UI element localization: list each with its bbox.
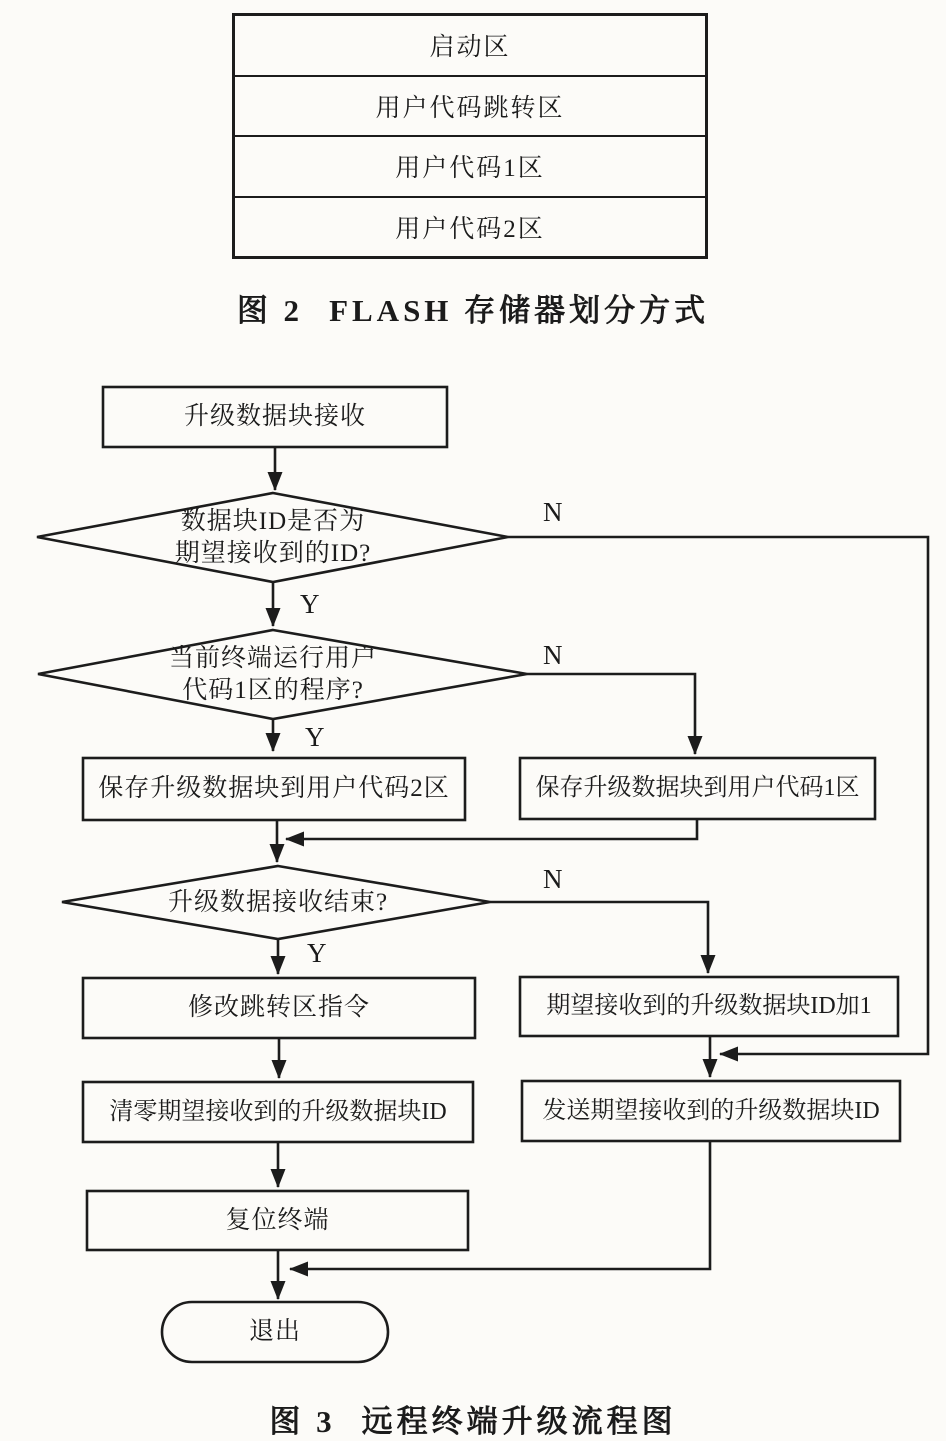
flow-send-id-label: 发送期望接收到的升级数据块ID <box>542 1097 880 1124</box>
figure3-caption-title: 远程终端升级流程图 <box>361 1404 677 1439</box>
connector-check-finished-no <box>490 902 708 973</box>
flow-id-plus-one-label: 期望接收到的升级数据块ID加1 <box>546 993 872 1020</box>
flow-reset-terminal-label: 复位终端 <box>225 1206 330 1234</box>
flow-modify-jump-label: 修改跳转区指令 <box>187 994 370 1021</box>
branch-no-check-id: N <box>543 497 563 527</box>
table-row: 用户代码2区 <box>235 196 705 257</box>
flow-check-id-label <box>90 500 456 576</box>
flow-check-id-line1: 数据块ID是否为 <box>180 508 366 535</box>
flow-check-id-line2: 期望接收到的ID? <box>174 540 372 567</box>
flow-check-area-label <box>90 637 456 713</box>
branch-yes-check-finished: Y <box>307 938 327 968</box>
flow-check-area-line2: 代码1区的程序? <box>182 677 364 704</box>
flow-save-area2-label: 保存升级数据块到用户代码2区 <box>98 775 450 802</box>
table-row: 用户代码跳转区 <box>235 75 705 136</box>
figure3-caption <box>0 1396 946 1441</box>
flow-start-label: 升级数据块接收 <box>183 403 366 430</box>
flow-exit-label: 退出 <box>248 1318 301 1345</box>
figure2-caption-title: FLASH 存储器划分方式 <box>329 293 710 328</box>
flow-save-area1-label: 保存升级数据块到用户代码1区 <box>535 775 860 802</box>
flow-clear-id-label: 清零期望接收到的升级数据块ID <box>109 1098 447 1125</box>
branch-no-check-finished: N <box>543 864 563 894</box>
connector-check-area-no <box>527 674 695 754</box>
figure2-caption-number: 图 2 <box>236 293 304 328</box>
branch-no-check-area: N <box>543 640 563 670</box>
flow-check-finished-label: 升级数据接收结束? <box>167 889 389 916</box>
table-row: 用户代码1区 <box>235 135 705 196</box>
table-row: 启动区 <box>429 34 511 62</box>
flow-check-area-line1: 当前终端运行用户 <box>168 645 377 672</box>
connector-save1-merge <box>286 819 697 839</box>
figure3-caption-number: 图 3 <box>269 1404 336 1439</box>
branch-yes-check-area: Y <box>305 722 325 752</box>
branch-yes-check-id: Y <box>300 589 320 619</box>
